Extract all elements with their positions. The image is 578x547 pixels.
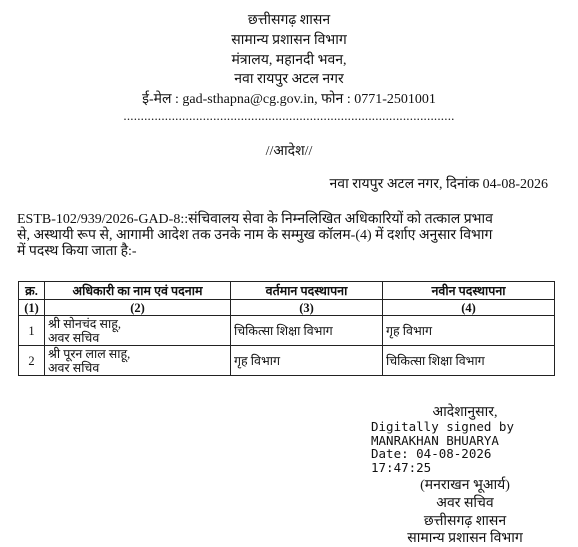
letterhead-govt: छत्तीसगढ़ शासन [247, 13, 331, 28]
letterhead-contact: ई-मेल : gad-sthapna@cg.gov.in, फोन : 0771-2501001 [142, 92, 436, 107]
signer-designation: अवर सचिव [436, 496, 494, 511]
letterhead-city: नवा रायपुर अटल नगर [234, 72, 344, 87]
letterhead-separator: ................................................................................................ [123, 108, 455, 123]
digital-signer-name: MANRAKHAN BHUARYA [371, 432, 499, 448]
table-header-row [19, 282, 555, 300]
order-body-line2: से, अस्थायी रूप से, आगामी आदेश तक उनके नाम के सम्मुख कॉलम-(4) में दर्शाए अनुसार विभाग [17, 228, 493, 243]
digital-signed-by: Digitally signed by [371, 419, 514, 434]
posting-table [18, 281, 555, 376]
row-new-posting: गृह विभाग [383, 316, 555, 346]
column-number: (4) [383, 300, 555, 316]
signer-department: सामान्य प्रशासन विभाग [407, 531, 523, 546]
officer-designation: अवर सचिव [48, 330, 100, 345]
place-date: नवा रायपुर अटल नगर, दिनांक 04-08-2026 [329, 177, 548, 192]
table-row [19, 316, 555, 346]
officer-name: श्री पूरन लाल साहू, [48, 346, 131, 361]
row-officer [45, 346, 231, 376]
table-row [19, 346, 555, 376]
row-new-posting: चिकित्सा शिक्षा विभाग [383, 346, 555, 376]
order-body-line1: ESTB-102/939/2026-GAD-8::संचिवालय सेवा के निम्नलिखित अधिकारियों को तत्काल प्रभाव [17, 212, 493, 227]
row-sno: 1 [19, 316, 45, 346]
digital-sign-date: Date: 04-08-2026 [371, 446, 492, 461]
order-title: //आदेश// [265, 144, 313, 159]
header-sno: क्र. [19, 282, 45, 300]
letterhead-department: सामान्य प्रशासन विभाग [231, 33, 347, 48]
header-officer-name: अधिकारी का नाम एवं पदनाम [45, 282, 231, 300]
digital-sign-time: 17:47:25 [371, 459, 432, 475]
signer-govt: छत्तीसगढ़ शासन [423, 514, 507, 529]
by-order-label: आदेशानुसार, [432, 405, 498, 420]
letterhead-building: मंत्रालय, महानदी भवन, [231, 53, 347, 68]
order-body-line3: में पदस्थ किया जाता है:- [17, 244, 137, 259]
column-number: (3) [231, 300, 383, 316]
officer-designation: अवर सचिव [48, 360, 100, 375]
row-current-posting: चिकित्सा शिक्षा विभाग [231, 316, 383, 346]
row-current-posting: गृह विभाग [231, 346, 383, 376]
column-number: (2) [45, 300, 231, 316]
officer-name: श्री सोनचंद साहू, [48, 316, 121, 331]
header-new-posting: नवीन पदस्थापना [383, 282, 555, 300]
header-current-posting: वर्तमान पदस्थापना [231, 282, 383, 300]
digital-signature [371, 420, 514, 474]
row-officer [45, 316, 231, 346]
table-column-number-row [19, 300, 555, 316]
signer-name: (मनराखन भूआर्य) [420, 478, 510, 493]
row-sno: 2 [19, 346, 45, 376]
column-number: (1) [19, 300, 45, 316]
